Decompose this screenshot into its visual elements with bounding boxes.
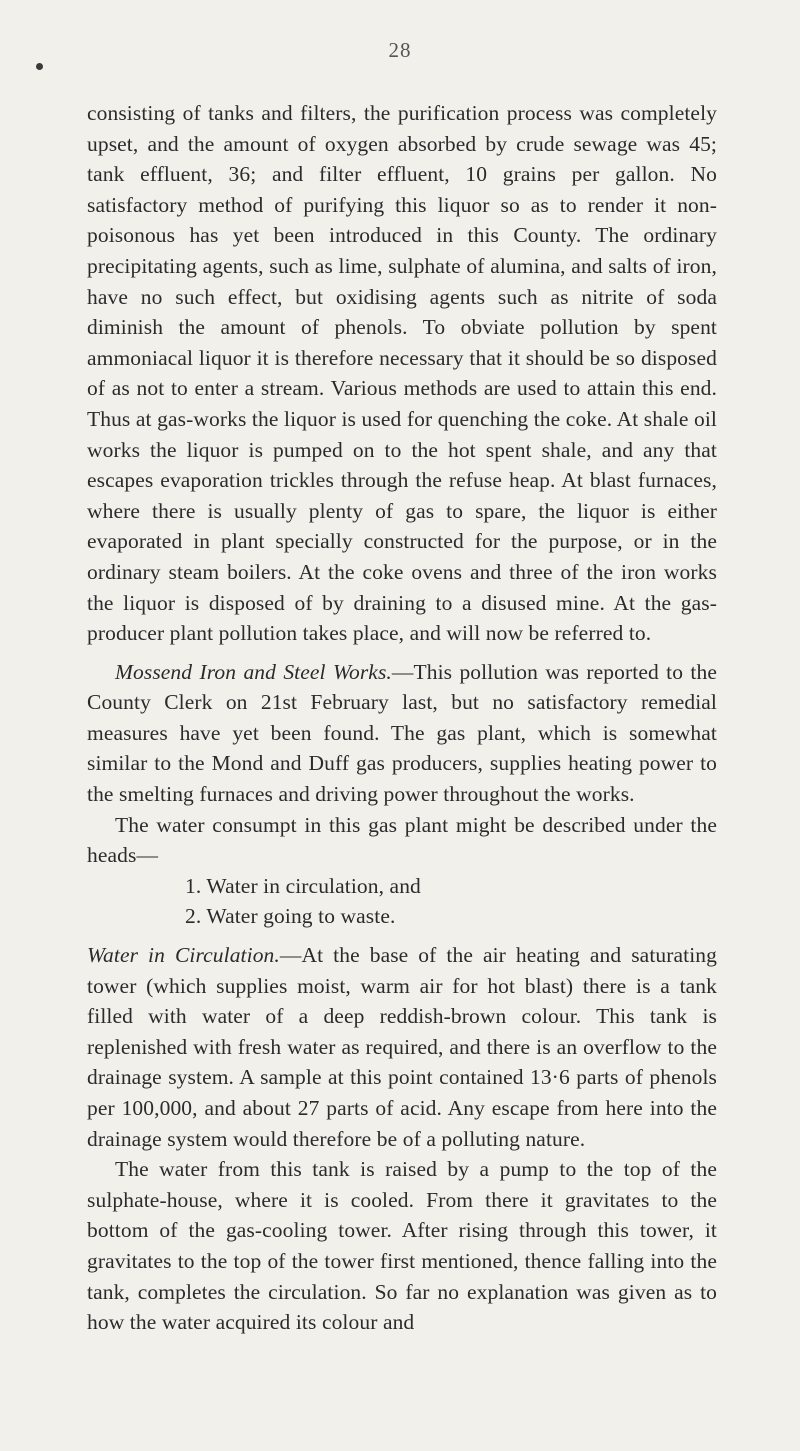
list-item-1: 1. Water in circulation, and <box>185 873 421 898</box>
paragraph-water-circulation <box>87 940 717 1154</box>
section-heading-mossend: Mossend Iron and Steel Works. <box>115 659 392 684</box>
section-heading-water-circulation: Water in Circulation. <box>87 943 280 968</box>
paragraph-water-flow: The water from this tank is raised by a pump to the top of the sulphate-house, where it is cooled. From there it gravitates to the bottom of the gas-cooling tower. After rising through this tower, it gravitates to the top of the tower first mentioned, thence falling into the tank, completes the circulation. So far no explanation was given as to how the water acquired its colour and <box>87 1157 717 1335</box>
paragraph-water-circulation-body: —At the base of the air heating and saturating tower (which supplies moist, warm air for hot blast) there is a tank filled with water of a deep reddish-brown colour. This tank is replenished with fresh water as required, and there is an overflow to the drainage system. A sample at this point contained 13·6 parts of phenols per 100,000, and about 27 parts of acid. Any escape from here into the drainage system would therefore be of a polluting nature. <box>87 943 717 1151</box>
paragraph-mossend <box>87 657 717 810</box>
list-item-2: 2. Water going to waste. <box>185 904 396 929</box>
margin-dot <box>36 63 43 70</box>
paragraph-continuation: consisting of tanks and filters, the purification process was completely upset, and the amount of oxygen absorbed by crude sewage was 45; tank effluent, 36; and filter effluent, 10 grains per gallon. No satisfactory method of purifying this liquor so as to render it non-poisonous has yet been introduced in this County. The ordinary precipitating agents, such as lime, sulphate of alumina, and salts of iron, have no such effect, but oxidising agents such as nitrite of soda diminish the amount of phenols. To obviate pollution by spent ammoniacal liquor it is therefore necessary that it should be so disposed of as not to enter a stream. Various methods are used to attain this end. Thus at gas-works the liquor is used for quenching the coke. At shale oil works the liquor is pumped on to the hot spent shale, and any that escapes evaporation trickles through the refuse heap. At blast furnaces, where there is usually plenty of gas to spare, the liquor is either evaporated in plant specially constructed for the purpose, or in the ordinary steam boilers. At the coke ovens and three of the iron works the liquor is disposed of by draining to a disused mine. At the gas-producer plant pollution takes place, and will now be referred to. <box>87 101 717 646</box>
page-number: 28 <box>388 38 412 62</box>
paragraph-water-consumpt: The water consumpt in this gas plant might be described under the heads— <box>87 812 717 868</box>
body-text <box>87 98 717 1338</box>
paragraph-mossend-body: —This pollution was reported to the County Clerk on 21st February last, but no satisfactory remedial measures have yet been found. The gas plant, which is somewhat similar to the Mond and Duff gas producers, supplies heating power to the smelting furnaces and driving power throughout the works. <box>87 659 718 807</box>
